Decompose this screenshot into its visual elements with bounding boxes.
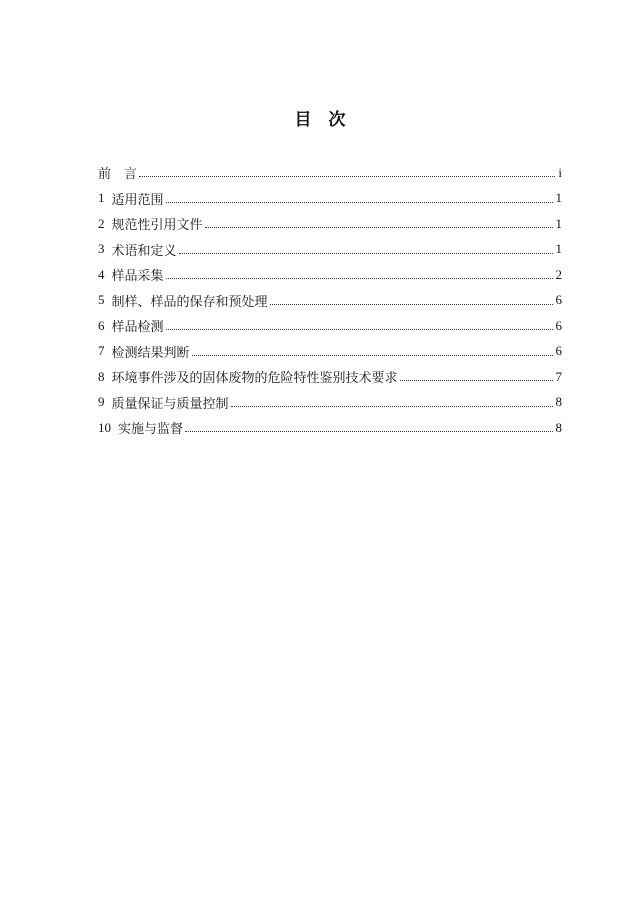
toc-leader-dots (139, 176, 555, 177)
toc-entry-page: i (558, 164, 562, 180)
toc-entry-page: 1 (555, 215, 562, 231)
toc-entry-page: 6 (555, 343, 562, 359)
toc-entry-page: 2 (555, 266, 562, 282)
toc-entry-label: 质量保证与质量控制 (111, 395, 229, 411)
toc-entry-9[interactable] (98, 390, 562, 416)
toc-entry-number: 9 (98, 394, 105, 410)
toc-entry-7[interactable] (98, 339, 562, 365)
toc-entry-label: 术语和定义 (111, 242, 177, 258)
toc-leader-dots (205, 227, 553, 228)
toc-entry-number: 3 (98, 241, 105, 257)
toc-entry-label: 适用范围 (111, 191, 164, 207)
toc-entry-page: 1 (555, 190, 562, 206)
toc-entry-page: 6 (555, 317, 562, 333)
toc-entry-page: 8 (555, 419, 562, 435)
toc-entry-number: 2 (98, 215, 105, 231)
toc-leader-dots (192, 355, 553, 356)
toc-leader-dots (231, 406, 553, 407)
toc-entry-10[interactable] (98, 415, 562, 441)
toc-entry-number: 8 (98, 368, 105, 384)
toc-entry-label: 实施与监督 (118, 421, 184, 437)
table-of-contents (98, 160, 562, 441)
toc-entry-number: 4 (98, 266, 105, 282)
page-title: 目 次 (294, 110, 346, 129)
toc-entry-3[interactable] (98, 237, 562, 263)
toc-entry-label: 规范性引用文件 (111, 217, 203, 233)
toc-entry-4[interactable] (98, 262, 562, 288)
toc-leader-dots (270, 304, 553, 305)
toc-entry-number: 7 (98, 343, 105, 359)
toc-leader-dots (185, 431, 552, 432)
toc-leader-dots (166, 329, 553, 330)
toc-entry-label: 样品采集 (111, 268, 164, 284)
toc-entry-number: 6 (98, 317, 105, 333)
toc-entry-label: 样品检测 (111, 319, 164, 335)
toc-entry-label: 检测结果判断 (111, 344, 190, 360)
toc-leader-dots (166, 278, 553, 279)
toc-entry-8[interactable] (98, 364, 562, 390)
toc-entry-label: 制样、样品的保存和预处理 (111, 293, 268, 309)
toc-entry-foreword[interactable] (98, 160, 562, 186)
toc-entry-1[interactable] (98, 186, 562, 212)
toc-leader-dots (179, 253, 553, 254)
toc-entry-page: 1 (555, 241, 562, 257)
toc-entry-5[interactable] (98, 288, 562, 314)
toc-entry-6[interactable] (98, 313, 562, 339)
toc-entry-number: 5 (98, 292, 105, 308)
toc-entry-label: 前 言 (98, 166, 138, 182)
toc-entry-label: 环境事件涉及的固体废物的危险特性鉴别技术要求 (111, 370, 398, 386)
toc-entry-page: 7 (555, 368, 562, 384)
toc-leader-dots (166, 202, 553, 203)
toc-entry-number: 1 (98, 190, 105, 206)
toc-entry-2[interactable] (98, 211, 562, 237)
toc-entry-page: 6 (555, 292, 562, 308)
toc-entry-page: 8 (555, 394, 562, 410)
toc-entry-number: 10 (98, 419, 111, 435)
toc-leader-dots (400, 380, 553, 381)
